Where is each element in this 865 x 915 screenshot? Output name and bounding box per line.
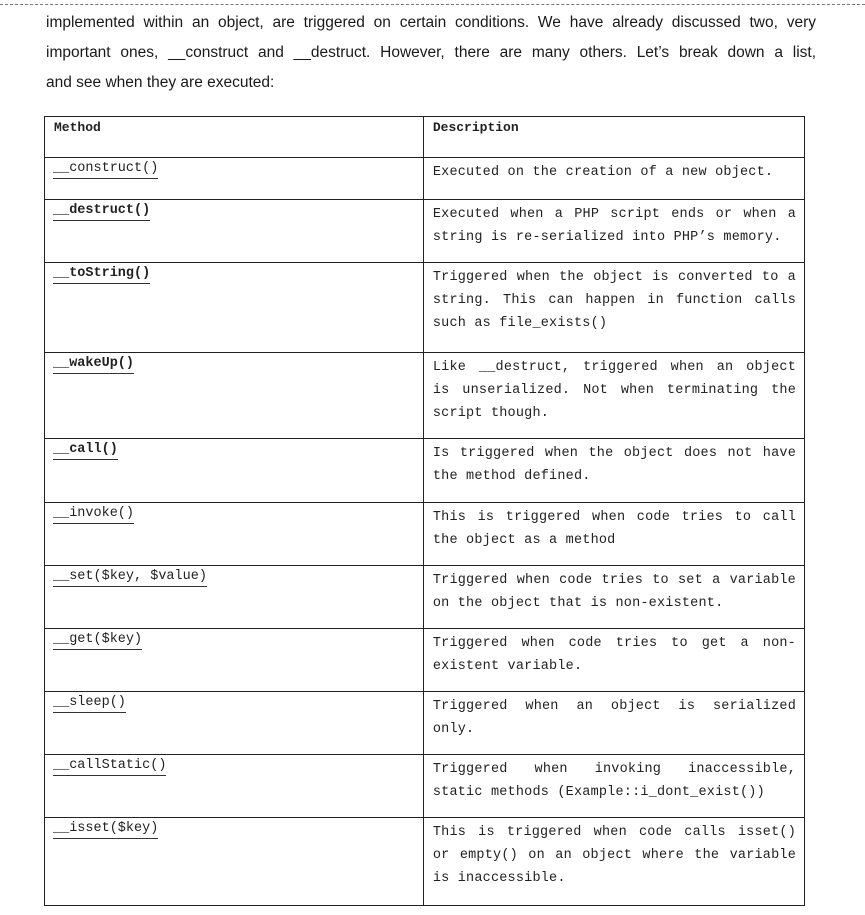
- method-name: __sleep(): [53, 695, 126, 713]
- description-cell: [423, 692, 804, 755]
- description-cell: [423, 755, 804, 818]
- method-description: Is triggered when the object does not have the method defined.: [432, 446, 796, 484]
- header-method: Method: [54, 120, 101, 135]
- page-top-rule: [0, 4, 865, 5]
- table-row: [45, 263, 805, 353]
- header-method-cell: [45, 117, 424, 158]
- method-description: Triggered when code tries to get a non-existent variable.: [432, 636, 796, 674]
- magic-methods-table: [44, 116, 805, 906]
- method-description: Executed when a PHP script ends or when a string is re-serialized into PHP’s memory.: [432, 207, 796, 245]
- table-row: [45, 818, 805, 906]
- description-cell: [423, 629, 804, 692]
- table-row: [45, 503, 805, 566]
- method-cell: [45, 439, 424, 503]
- method-cell: [45, 629, 424, 692]
- method-name: __destruct(): [53, 203, 150, 221]
- method-cell: [45, 200, 424, 263]
- method-description: Triggered when code tries to set a variable on the object that is non-existent.: [432, 573, 796, 611]
- description-cell: [423, 818, 804, 906]
- table-row: [45, 353, 805, 439]
- intro-line-2: important ones, __construct and __destruct. However, there are many others. Let’s break down a list,: [46, 44, 816, 61]
- description-cell: [423, 566, 804, 629]
- method-cell: [45, 503, 424, 566]
- method-name: __toString(): [53, 266, 150, 284]
- table-row: [45, 439, 805, 503]
- method-cell: [45, 263, 424, 353]
- description-cell: [423, 200, 804, 263]
- method-description: Triggered when the object is converted to a string. This can happen in function calls such as file_exists(): [432, 270, 796, 331]
- method-description: Like __destruct, triggered when an object is unserialized. Not when terminating the script though.: [432, 360, 796, 421]
- method-name: __wakeUp(): [53, 356, 134, 374]
- method-cell: [45, 692, 424, 755]
- table-row: [45, 158, 805, 200]
- method-description: This is triggered when code tries to call the object as a method: [432, 510, 796, 548]
- method-cell: [45, 818, 424, 906]
- method-name: __construct(): [53, 161, 158, 179]
- method-name: __isset($key): [53, 821, 158, 839]
- method-name: __callStatic(): [53, 758, 166, 776]
- method-cell: [45, 353, 424, 439]
- description-cell: [423, 158, 804, 200]
- table-row: [45, 200, 805, 263]
- method-name: __set($key, $value): [53, 569, 207, 587]
- description-cell: [423, 263, 804, 353]
- method-description: Executed on the creation of a new object.: [432, 165, 774, 180]
- intro-line-1: implemented within an object, are triggered on certain conditions. We have already discussed two, very: [46, 14, 816, 31]
- description-cell: [423, 439, 804, 503]
- method-description: Triggered when an object is serialized only.: [432, 699, 796, 737]
- method-name: __invoke(): [53, 506, 134, 524]
- table-header-row: [45, 117, 805, 158]
- method-description: Triggered when invoking inaccessible, static methods (Example::i_dont_exist()): [432, 762, 796, 800]
- table-row: [45, 755, 805, 818]
- description-cell: [423, 353, 804, 439]
- header-description-cell: [423, 117, 804, 158]
- method-name: __get($key): [53, 632, 142, 650]
- header-description: Description: [432, 120, 519, 135]
- method-description: This is triggered when code calls isset() or empty() on an object where the variable is inaccessible.: [432, 825, 796, 886]
- table-row: [45, 629, 805, 692]
- intro-line-3: and see when they are executed:: [46, 74, 275, 91]
- table-row: [45, 566, 805, 629]
- intro-paragraph: [46, 8, 816, 98]
- method-name: __call(): [53, 442, 118, 460]
- method-cell: [45, 158, 424, 200]
- method-cell: [45, 755, 424, 818]
- method-cell: [45, 566, 424, 629]
- description-cell: [423, 503, 804, 566]
- table-row: [45, 692, 805, 755]
